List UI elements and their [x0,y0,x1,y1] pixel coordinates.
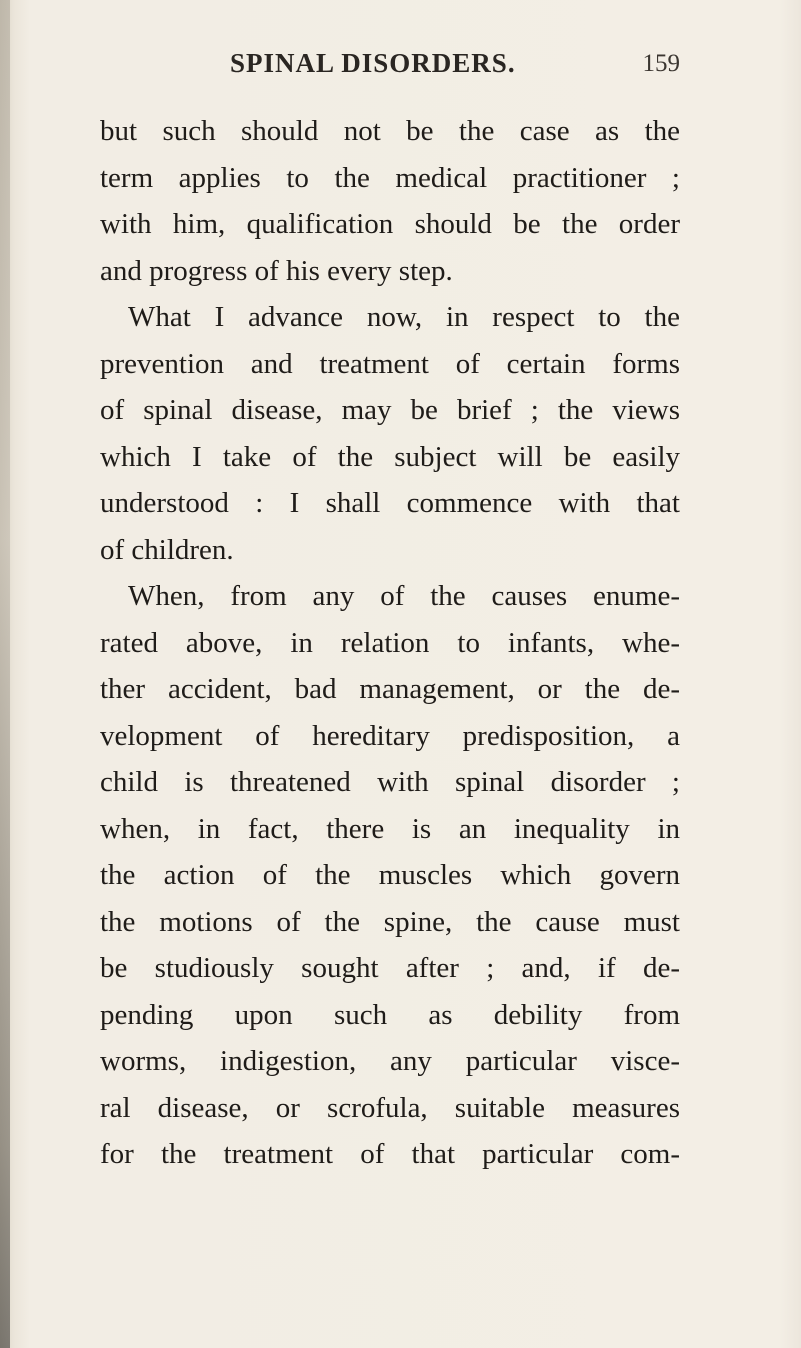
text-line: velopment of hereditary predisposition, a [100,719,680,752]
body-text [100,108,680,1178]
text-line: What I advance now, in respect to the [128,301,680,333]
text-line: ther accident, bad management, or the de- [100,673,680,705]
text-line: for the treatment of that particular com- [100,1138,680,1170]
text-line: and progress of his every step. [100,254,453,287]
text-line: ral disease, or scrofula, suitable measures [100,1091,680,1124]
text-line: which I take of the subject will be easily [100,440,680,473]
text-line: the motions of the spine, the cause must [100,905,680,938]
text-line: rated above, in relation to infants, whe- [100,626,680,659]
text-line: of children. [100,533,234,566]
text-line: prevention and treatment of certain forms [100,347,680,380]
page-number: 159 [642,50,680,77]
text-line: with him, qualification should be the order [100,208,680,240]
text-line: When, from any of the causes enume- [128,580,680,612]
running-title: SPINAL DISORDERS. [230,48,516,78]
text-line: of spinal disease, may be brief ; the views [100,394,680,426]
text-line: be studiously sought after ; and, if de- [100,952,680,984]
text-line: when, in fact, there is an inequality in [100,812,680,845]
text-line: child is threatened with spinal disorder ; [100,766,680,798]
text-line: but such should not be the case as the [100,115,680,147]
text-line: pending upon such as debility from [100,998,680,1031]
text-line: the action of the muscles which govern [100,859,680,891]
text-line: understood : I shall commence with that [100,487,680,519]
text-line: term applies to the medical practitioner ; [100,161,680,194]
running-head [230,48,680,88]
text-line: worms, indigestion, any particular visce- [100,1045,680,1077]
binding-gutter [0,0,10,1348]
